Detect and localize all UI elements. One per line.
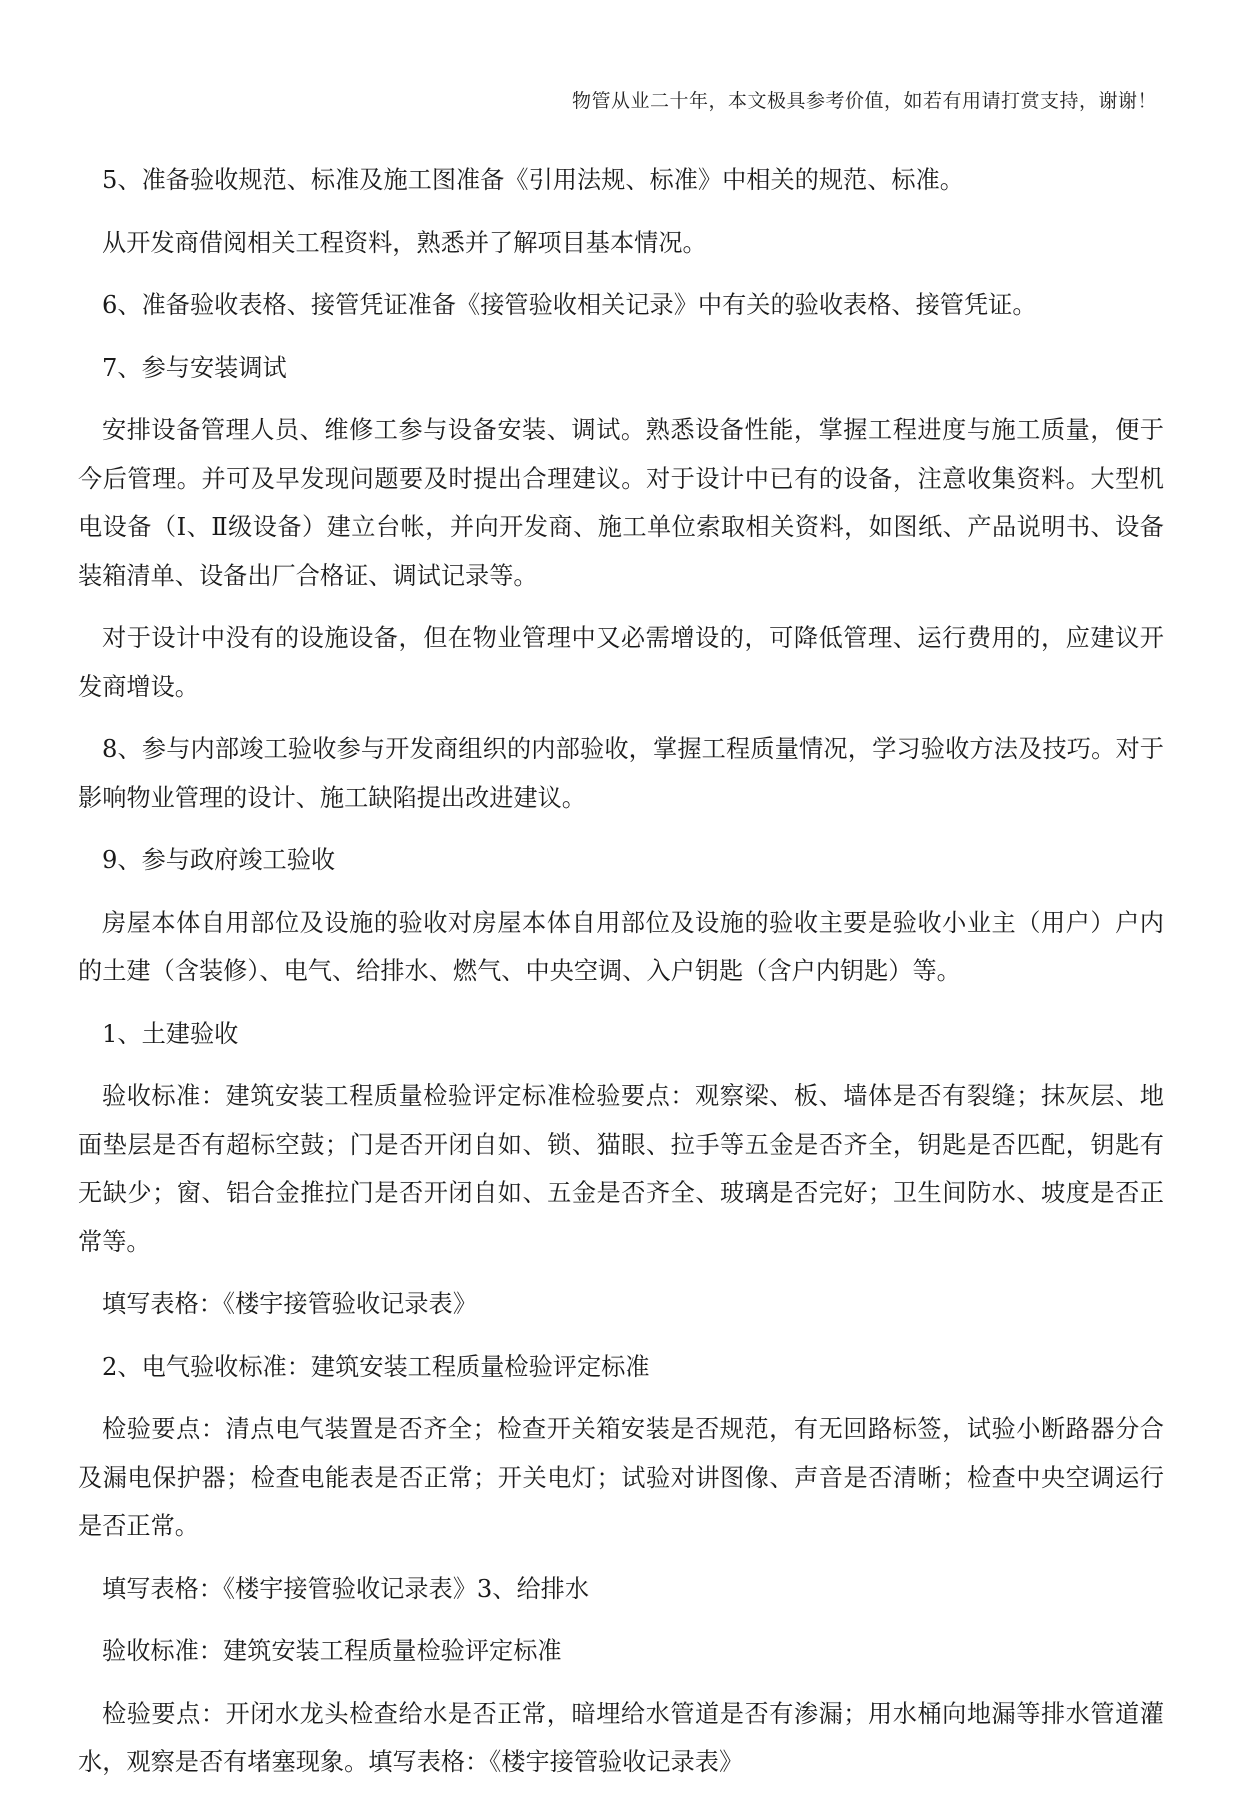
paragraph: 检验要点：清点电气装置是否齐全；检查开关箱安装是否规范，有无回路标签，试验小断路器分合及漏电保护器；检查电能表是否正常；开关电灯；试验对讲图像、声音是否清晰；检查中央空调运行是否正常。 — [78, 1415, 1164, 1540]
paragraph: 安排设备管理人员、维修工参与设备安装、调试。熟悉设备性能，掌握工程进度与施工质量，便于今后管理。并可及早发现问题要及时提出合理建议。对于设计中已有的设备，注意收集资料。大型机电设备（Ⅰ、Ⅱ级设备）建立台帐，并向开发商、施工单位索取相关资料，如图纸、产品说明书、设备装箱清单、设备出厂合格证、调试记录等。 — [78, 416, 1164, 590]
paragraph: 6、准备验收表格、接管凭证准备《接管验收相关记录》中有关的验收表格、接管凭证。 — [102, 291, 1037, 319]
paragraph: 填写表格：《楼宇接管验收记录表》3、给排水 — [102, 1574, 590, 1603]
paragraph: 1、土建验收 — [102, 1019, 239, 1048]
paragraph: 对于设计中没有的设施设备，但在物业管理中又必需增设的，可降低管理、运行费用的，应建议开发商增设。 — [78, 624, 1164, 701]
paragraph: 房屋本体自用部位及设施的验收对房屋本体自用部位及设施的验收主要是验收小业主（用户）户内的土建（含装修）、电气、给排水、燃气、中央空调、入户钥匙（含户内钥匙）等。 — [78, 908, 1164, 985]
paragraph: 2、电气验收标准：建筑安装工程质量检验评定标准 — [102, 1352, 650, 1381]
paragraph: 9、参与政府竣工验收 — [102, 846, 336, 874]
paragraph: 从开发商借阅相关工程资料，熟悉并了解项目基本情况。 — [102, 228, 707, 257]
paragraph: 8、参与内部竣工验收参与开发商组织的内部验收，掌握工程质量情况，学习验收方法及技巧。对于影响物业管理的设计、施工缺陷提出改进建议。 — [78, 735, 1164, 812]
paragraph: 5、准备验收规范、标准及施工图准备《引用法规、标准》中相关的规范、标准。 — [102, 166, 964, 194]
paragraph: 验收标准：建筑安装工程质量检验评定标准 — [102, 1637, 562, 1665]
paragraph: 填写表格：《楼宇接管验收记录表》 — [102, 1290, 477, 1318]
header-note: 物管从业二十年，本文极具参考价值，如若有用请打赏支持，谢谢！ — [571, 90, 1157, 112]
paragraph: 7、参与安装调试 — [102, 353, 287, 382]
paragraph: 验收标准：建筑安装工程质量检验评定标准检验要点：观察梁、板、墙体是否有裂缝；抹灰层、地面垫层是否有超标空鼓；门是否开闭自如、锁、猫眼、拉手等五金是否齐全，钥匙是否匹配，钥匙有无缺少；窗、铝合金推拉门是否开闭自如、五金是否齐全、玻璃是否完好；卫生间防水、坡度是否正常等。 — [78, 1082, 1164, 1256]
document-body — [78, 156, 1164, 1801]
paragraph: 检验要点：开闭水龙头检查给水是否正常，暗埋给水管道是否有渗漏；用水桶向地漏等排水管道灌水，观察是否有堵塞现象。填写表格：《楼宇接管验收记录表》 — [78, 1699, 1164, 1776]
